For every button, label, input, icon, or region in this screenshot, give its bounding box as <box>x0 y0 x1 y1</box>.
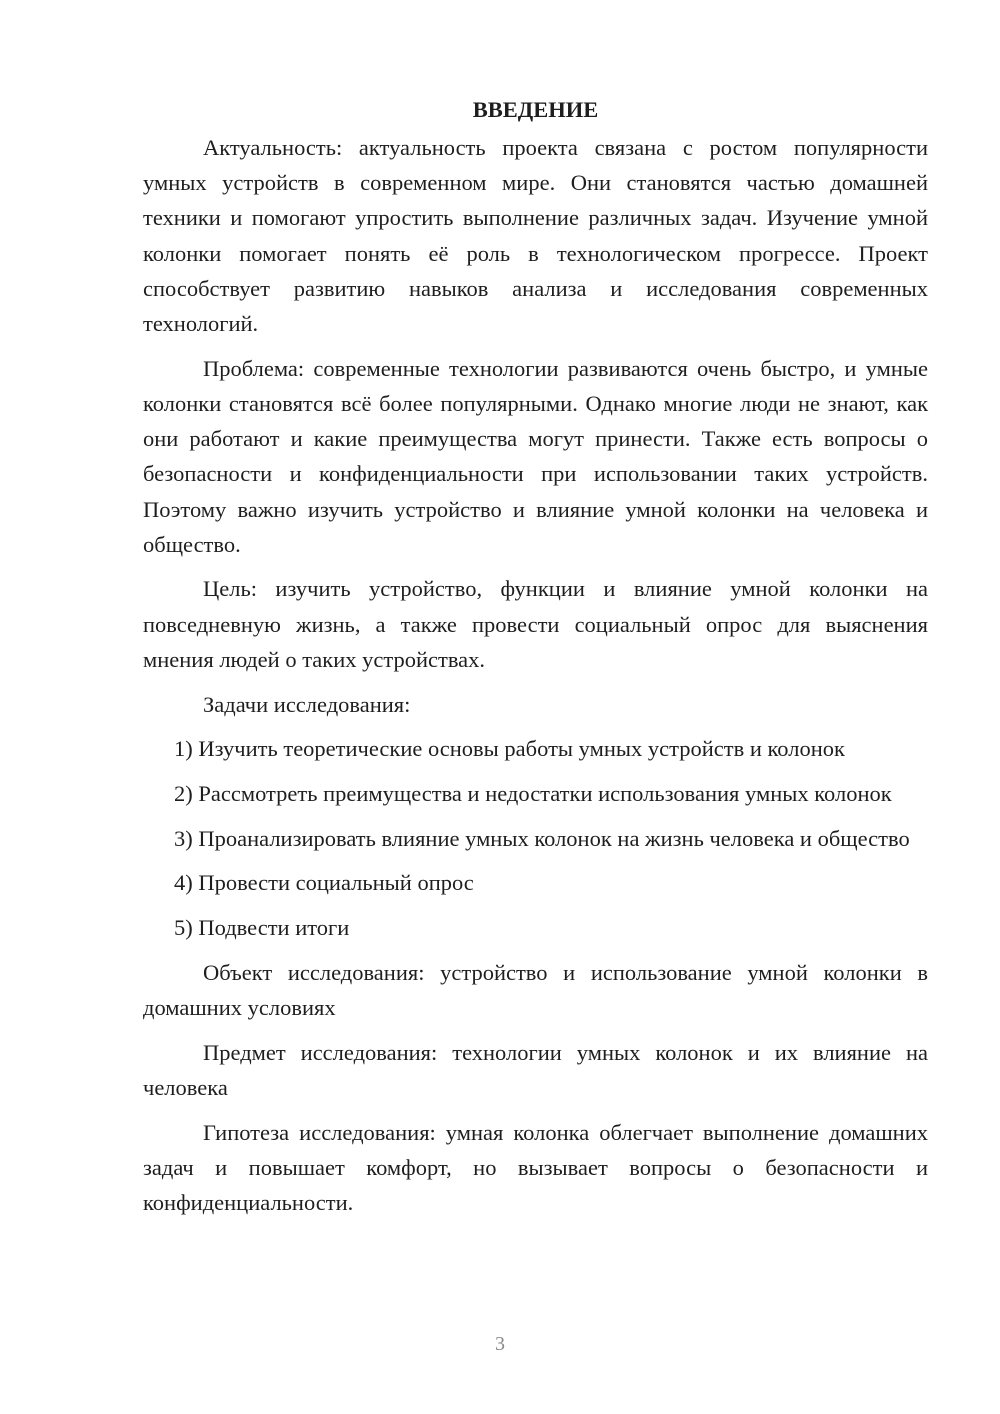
task-item: 3) Проанализировать влияние умных колонок на жизнь человека и общество <box>174 825 910 851</box>
object-paragraph: Объект исследования: устройство и использование умной колонки в домашних условиях <box>143 959 928 1020</box>
task-item: 4) Провести социальный опрос <box>174 870 474 896</box>
subject-paragraph: Предмет исследования: технологии умных колонок и их влияние на человека <box>143 1039 928 1100</box>
page-number: 3 <box>495 1333 505 1355</box>
task-item: 1) Изучить теоретические основы работы умных устройств и колонок <box>174 736 845 762</box>
relevance-paragraph: Актуальность: актуальность проекта связана с ростом популярности умных устройств в современном мире. Они становятся частью домашней техники и помогают упростить выполнение различных задач. Изучение умной колонки помогает понять её роль в технологическом прогрессе. Проект способствует развитию навыков анализа и исследования современных технологий. <box>143 135 928 337</box>
page-title: ВВЕДЕНИЕ <box>472 97 599 122</box>
task-item: 5) Подвести итоги <box>174 915 350 941</box>
task-item: 2) Рассмотреть преимущества и недостатки использования умных колонок <box>174 780 892 806</box>
tasks-heading: Задачи исследования: <box>203 691 411 717</box>
document-body <box>143 92 928 1220</box>
goal-paragraph: Цель: изучить устройство, функции и влияние умной колонки на повседневную жизнь, а также провести социальный опрос для выяснения мнения людей о таких устройствах. <box>143 576 928 672</box>
hypothesis-paragraph: Гипотеза исследования: умная колонка облегчает выполнение домашних задач и повышает комфорт, но вызывает вопросы о безопасности и конфиденциальности. <box>143 1119 928 1215</box>
problem-paragraph: Проблема: современные технологии развиваются очень быстро, и умные колонки становятся всё более популярными. Однако многие люди не знают, как они работают и какие преимущества могут принести. Также есть вопросы о безопасности и конфиденциальности при использовании таких устройств. Поэтому важно изучить устройство и влияние умной колонки на человека и общество. <box>143 355 928 557</box>
